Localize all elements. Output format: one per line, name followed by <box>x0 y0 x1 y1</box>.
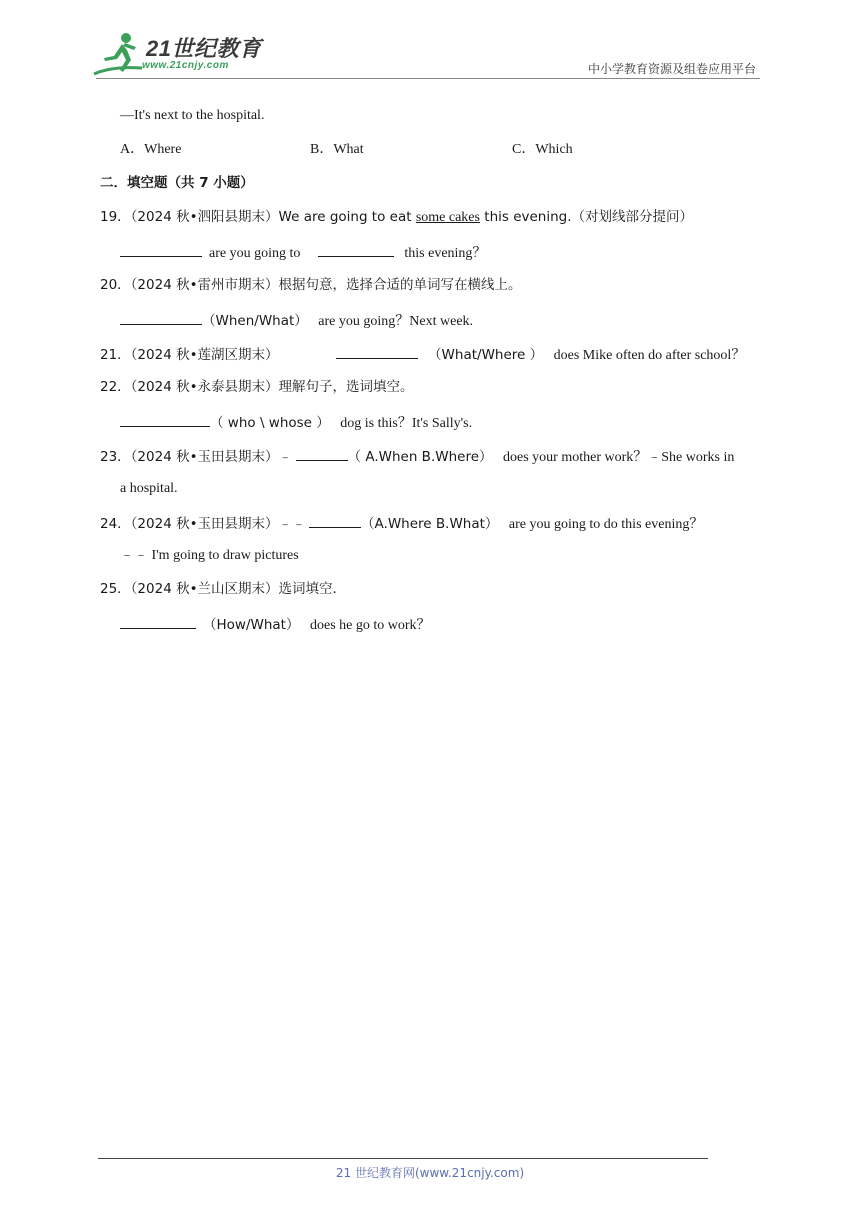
question-21: 21．（2024 秋•莲湖区期末） （What/Where ） does Mike often do after school？ <box>100 344 745 365</box>
question-22: 22．（2024 秋•永泰县期末）理解句子，选词填空。 <box>100 379 414 395</box>
question-19: 19．（2024 秋•泗阳县期末）We are going to eat some cakes this evening.（对划线部分提问） <box>100 209 694 225</box>
answer-blank[interactable] <box>336 344 418 359</box>
question-24-line2: ﹣﹣ I'm going to draw pictures <box>120 548 299 563</box>
q18-option-a: A．Where <box>120 142 182 157</box>
question-19-blanks: are you going to this evening？ <box>120 242 486 263</box>
question-23: 23．（2024 秋•玉田县期末）﹣ （ A.When B.Where） does your mother work？﹣She works in <box>100 446 734 467</box>
answer-blank[interactable] <box>120 412 210 427</box>
question-23-line2: a hospital. <box>120 481 178 496</box>
answer-blank[interactable] <box>296 446 348 461</box>
answer-blank[interactable] <box>120 614 196 629</box>
runner-logo-icon <box>92 30 144 76</box>
page-header <box>0 0 860 82</box>
question-20-blank-line: （When/What） are you going？Next week. <box>120 310 473 331</box>
answer-blank[interactable] <box>120 242 202 257</box>
header-divider <box>96 78 760 79</box>
logo <box>92 30 262 80</box>
underlined-phrase: some cakes <box>415 210 480 225</box>
platform-title: 中小学教育资源及组卷应用平台 <box>587 62 756 76</box>
question-25: 25．（2024 秋•兰山区期末）选词填空． <box>100 581 347 597</box>
answer-blank[interactable] <box>318 242 394 257</box>
q18-answer-line: —It's next to the hospital. <box>120 108 265 123</box>
q18-option-c: C．Which <box>512 142 573 157</box>
question-25-blank-line: （How/What） does he go to work？ <box>120 614 431 635</box>
answer-blank[interactable] <box>120 310 202 325</box>
q18-option-b: B．What <box>310 142 364 157</box>
question-20: 20．（2024 秋•雷州市期末）根据句意，选择合适的单词写在横线上。 <box>100 277 522 293</box>
logo-text: 21世纪教育 <box>146 36 262 61</box>
answer-blank[interactable] <box>309 513 361 528</box>
footer-text: 21 世纪教育网(www.21cnjy.com) <box>335 1166 525 1180</box>
footer-divider <box>98 1158 708 1159</box>
question-22-blank-line: （ who \ whose ） dog is this？It's Sally's. <box>120 412 472 433</box>
question-24: 24．（2024 秋•玉田县期末）﹣﹣ （A.Where B.What） are you going to do this evening？ <box>100 513 703 534</box>
logo-url: www.21cnjy.com <box>142 60 229 71</box>
section-title: 二．填空题（共 7 小题） <box>100 175 254 191</box>
